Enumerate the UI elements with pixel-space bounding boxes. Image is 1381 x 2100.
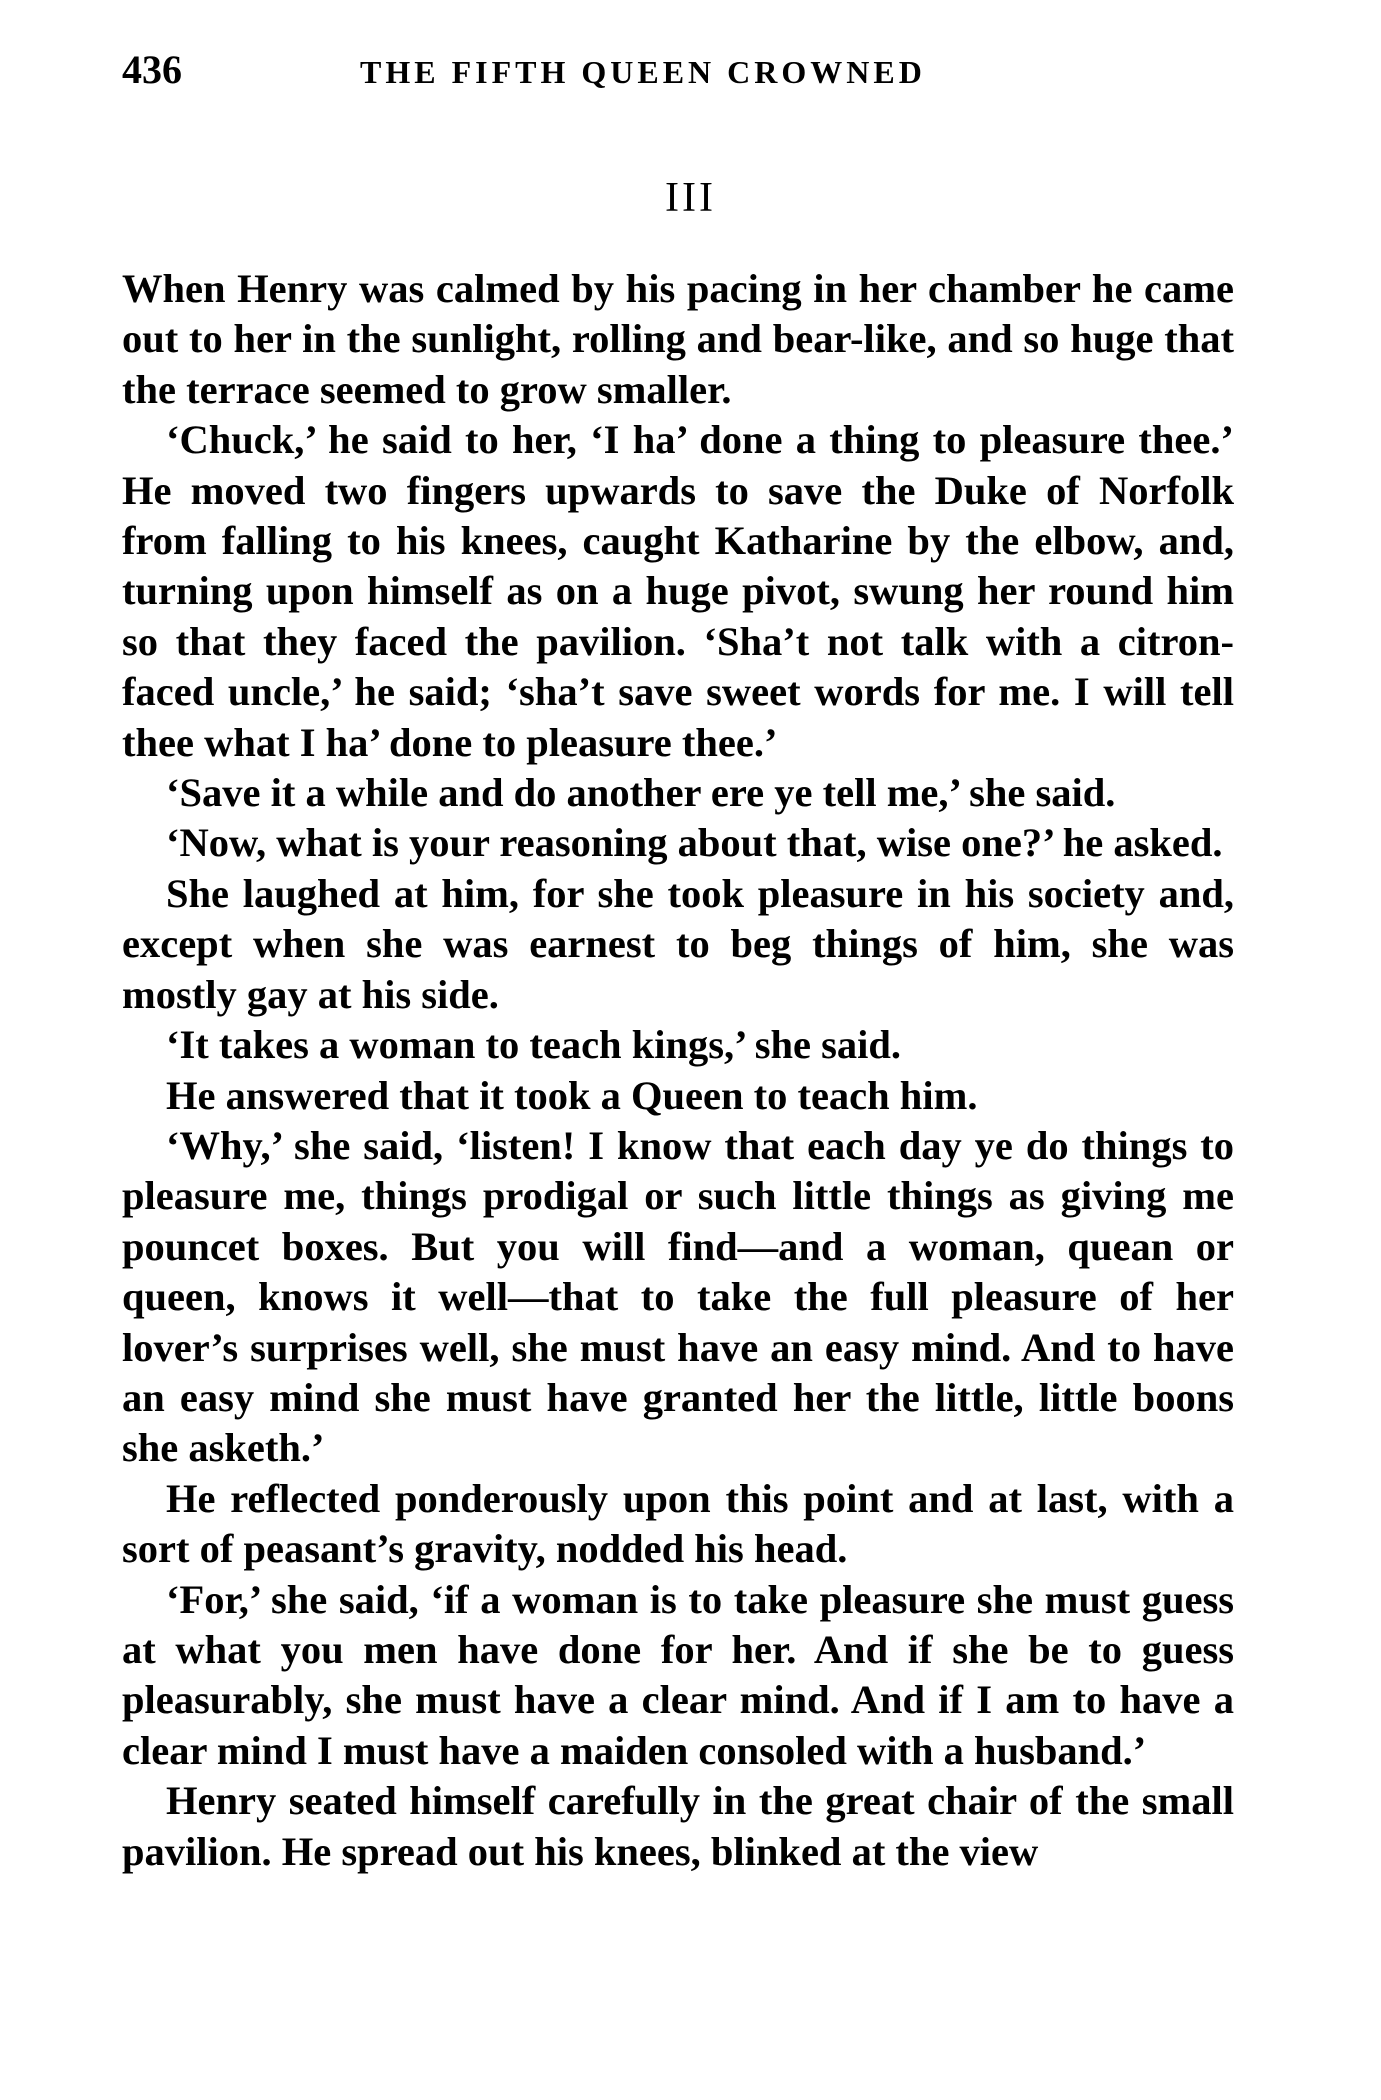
paragraph: ‘Chuck,’ he said to her, ‘I ha’ done a thing to pleasure thee.’ He moved two fingers upwards to save the Duke of Norfolk from falling to his knees, caught Katharine by the elbow, and, turning upon himself as on a huge pivot, swung her round him so that they faced the pavilion. ‘Sha’t not talk with a citron-faced uncle,’ he said; ‘sha’t save sweet words for me. I will tell thee what I ha’ done to pleasure thee.’ [122,417,1234,765]
paragraph: ‘It takes a woman to teach kings,’ she said. [166,1022,902,1068]
paragraph: He reflected ponderously upon this point and at last, with a sort of peasant’s gravity, nodded his head. [122,1475,1234,1572]
running-head [122,46,1242,94]
paragraph: Henry seated himself carefully in the great chair of the small pavilion. He spread out his knees, blinked at the view [122,1778,1234,1874]
paragraph: He answered that it took a Queen to teach him. [166,1072,978,1118]
paragraph: ‘For,’ she said, ‘if a woman is to take pleasure she must guess at what you men have done for her. And if she be to guess pleasurably, she must have a clear mind. And if I am to have a clear mind I must have a maiden consoled with a husband.’ [122,1576,1234,1773]
chapter-number: III [665,175,716,221]
running-title: THE FIFTH QUEEN CROWNED [360,54,926,90]
paragraph: She laughed at him, for she took pleasure in his society and, except when she was earnest to beg things of him, she was mostly gay at his side. [122,870,1234,1017]
page-number: 436 [122,47,182,92]
paragraph: ‘Now, what is your reasoning about that, wise one?’ he asked. [166,820,1223,866]
body-text [122,264,1234,1877]
paragraph: ‘Save it a while and do another ere ye tell me,’ she said. [166,770,1116,816]
paragraph: ‘Why,’ she said, ‘listen! I know that each day ye do things to pleasure me, things prodigal or such little things as giving me pouncet boxes. But you will find—and a woman, quean or queen, knows it well—that to take the full pleasure of her lover’s surprises well, she must have an easy mind. And to have an easy mind she must have granted her the little, little boons she asketh.’ [122,1122,1234,1471]
paragraph: When Henry was calmed by his pacing in her chamber he came out to her in the sunlight, rolling and bear-like, and so huge that the terrace seemed to grow smaller. [122,266,1234,412]
